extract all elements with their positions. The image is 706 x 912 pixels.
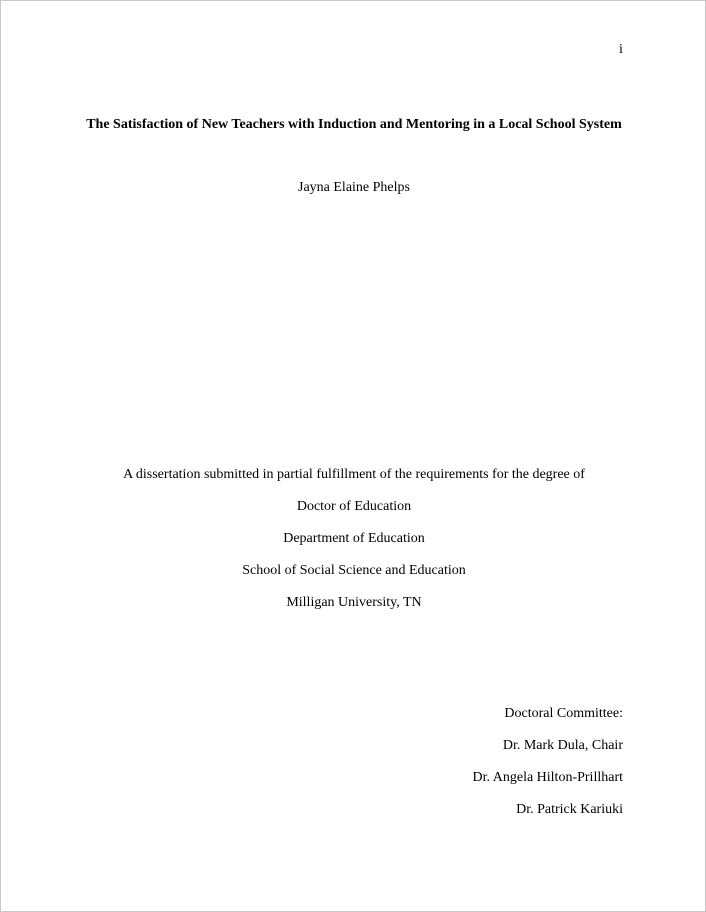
dissertation-title: The Satisfaction of New Teachers with Induction and Mentoring in a Local School System <box>86 117 622 132</box>
committee-member: Dr. Patrick Kariuki <box>516 802 623 817</box>
degree-name: Doctor of Education <box>296 499 412 514</box>
committee-member: Dr. Angela Hilton-Prillhart <box>472 770 623 785</box>
submission-statement: A dissertation submitted in partial fulfillment of the requirements for the degree of <box>123 467 585 482</box>
submission-block <box>1 466 706 626</box>
university-name: Milligan University, TN <box>286 595 422 610</box>
committee-heading: Doctoral Committee: <box>504 706 623 721</box>
committee-block <box>473 705 623 833</box>
page-number: i <box>619 42 623 57</box>
committee-member-chair: Dr. Mark Dula, Chair <box>502 738 623 753</box>
author-name: Jayna Elaine Phelps <box>298 180 410 195</box>
school-name: School of Social Science and Education <box>242 563 466 578</box>
department-name: Department of Education <box>283 531 425 546</box>
